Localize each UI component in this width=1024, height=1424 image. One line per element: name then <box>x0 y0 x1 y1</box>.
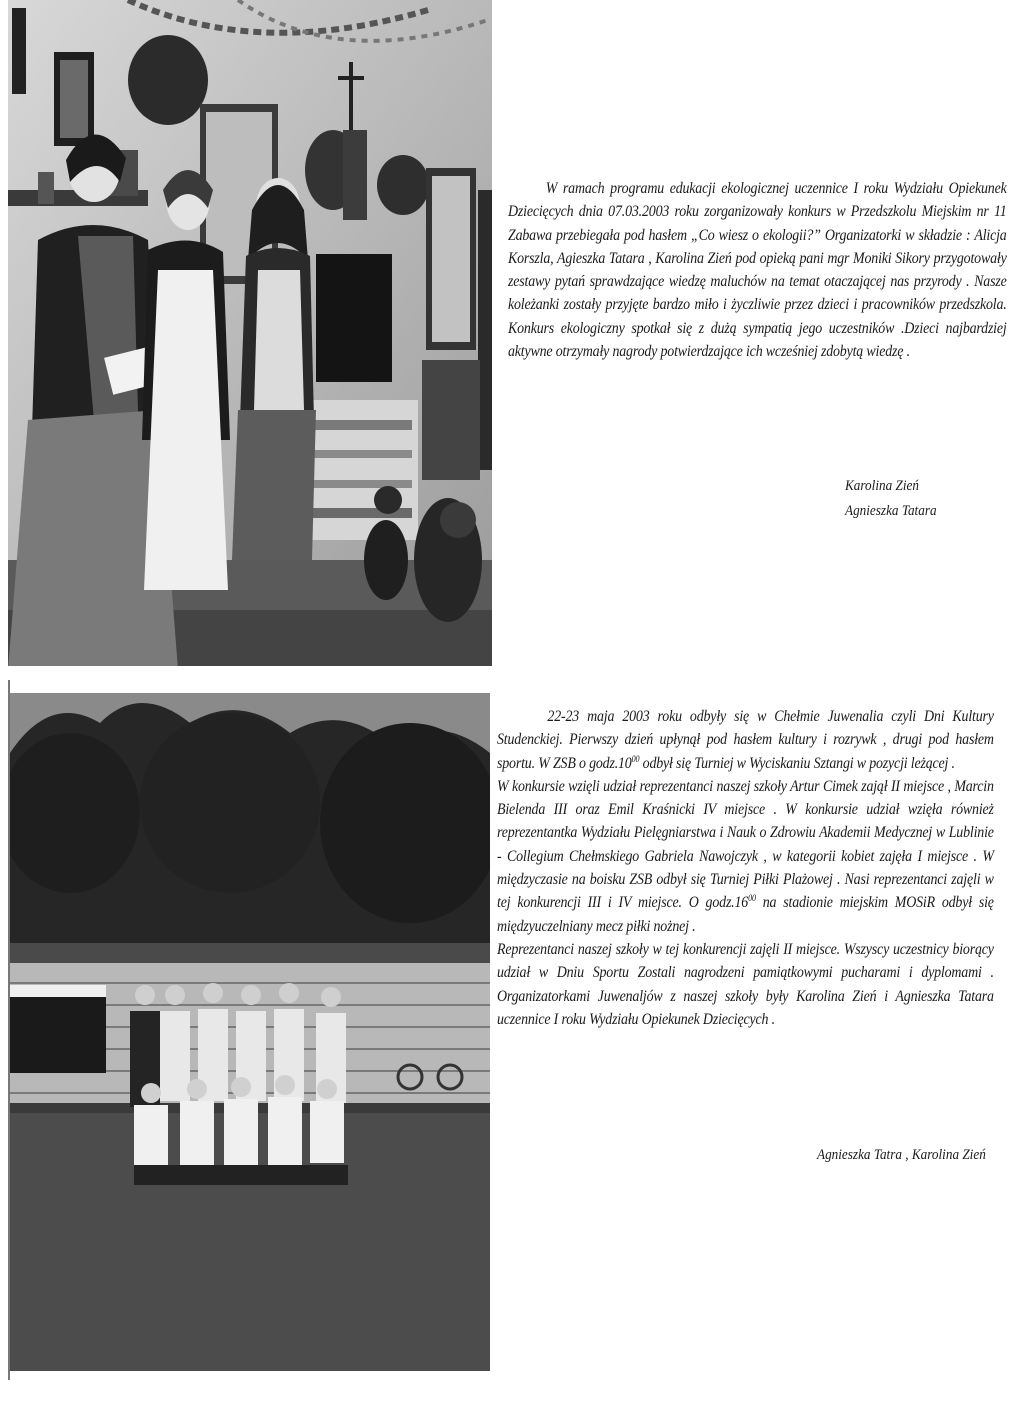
football-photo-graphic <box>10 693 490 1371</box>
signature-name-1: Karolina Zień <box>845 478 919 494</box>
signature-names: Agnieszka Tatra , Karolina Zień <box>817 1147 986 1163</box>
juwenalia-p1-text-b: odbył się Turniej w Wyciskaniu Sztangi w pozycji leżącej . <box>639 754 955 772</box>
signature-ecology-article <box>845 474 937 524</box>
classroom-photo-graphic <box>8 0 492 666</box>
juwenalia-p1-text-a: 22-23 maja 2003 roku odbyły się w Chełmie Juwenalia czyli Dni Kultury Studenckiej. Pierwszy dzień upłynął pod hasłem kultury i rozrywk , drugi pod hasłem sportu. W ZSB o godz.10 <box>497 708 994 772</box>
signature-name-2: Agnieszka Tatara <box>845 503 937 519</box>
article-juwenalia-paragraph-1 <box>497 705 994 775</box>
photo-classroom-contest <box>8 0 492 666</box>
juwenalia-p2-superscript: 00 <box>748 893 756 904</box>
photo-football-team <box>10 693 490 1371</box>
juwenalia-p2-text-a: W konkursie wzięli udział reprezentanci naszej szkoły Artur Cimek zajął II miejsce , Marcin Bielenda III oraz Emil Kraśnicki IV miejsce . W konkursie udział wzięła również reprezentantka Wydziału Pielęgniarstwa i Nauk o Zdrowiu Akademii Medycznej w Lublinie - Collegium Chełmskiego Gabriela Nawojczyk , w kategorii kobiet zajęła I miejsce . W międzyczasie na boisku ZSB odbył się Turniej Piłki Plażowej . Nasi reprezentanci zajęli w tej konkurencji III i IV miejsce. O godz.16 <box>497 777 994 912</box>
juwenalia-p1-superscript: 00 <box>631 753 640 764</box>
juwenalia-p2-text-b: na stadionie miejskim MOSiR odbył się międzyuczelniany mecz piłki nożnej . <box>497 894 994 935</box>
article-juwenalia <box>497 705 994 1031</box>
article-juwenalia-paragraph-2 <box>497 775 994 938</box>
article-ecology-contest <box>508 177 1007 363</box>
signature-juwenalia-article <box>817 1143 986 1168</box>
article-juwenalia-paragraph-3: Reprezentanci naszej szkoły w tej konkurencji zajęli II miejsce. Wszyscy uczestnicy biorący udział w Dniu Sportu Zostali nagrodzeni pamiątkowymi pucharami i dyplomami . Organizatorkami Juwenaljów z naszej szkoły były Karolina Zień i Agnieszka Tatara uczennice I roku Wydziału Opiekunek Dziecięcych . <box>497 940 994 1028</box>
article-ecology-paragraph: W ramach programu edukacji ekologicznej uczennice I roku Wydziału Opiekunek Dziecięcych dnia 07.03.2003 roku zorganizowały konkurs w Przedszkolu Miejskim nr 11 Zabawa przebiegała pod hasłem „Co wiesz o ekologii?” Organizatorki w składzie : Alicja Korszla, Agieszka Tatara , Karolina Zień pod opieką pani mgr Moniki Sikory przygotowały zestawy pytań sprawdzające wiedzę maluchów na temat otaczającej nas przyrody . Nasze koleżanki zostały przyjęte bardzo miło i życzliwie przez dzieci i pracowników przedszkola. Konkurs ekologiczny spotkał się z dużą sympatią jego uczestników .Dzieci najbardziej aktywne otrzymały nagrody potwierdzające ich wcześniej zdobytą wiedzę . <box>508 180 1007 361</box>
